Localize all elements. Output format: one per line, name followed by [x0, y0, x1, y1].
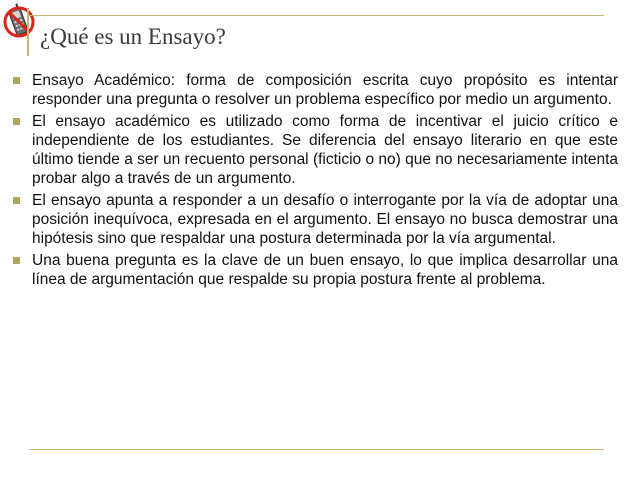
- bottom-divider: [29, 449, 604, 450]
- no-phone-logo-icon: [2, 2, 36, 44]
- bullet-item: [12, 191, 618, 248]
- bullet-item: [12, 251, 618, 289]
- bullet-list: [12, 71, 618, 292]
- square-bullet-icon: [13, 197, 20, 204]
- bullet-item: [12, 112, 618, 188]
- bullet-text: El ensayo académico es utilizado como forma de incentivar el juicio crítico e independiente de los estudiantes. Se diferencia del ensayo literario en que este último tiende a ser un recuento personal (ficticio o no) que no necesariamente intenta probar algo a través de un argumento.: [32, 113, 618, 187]
- bullet-text: Una buena pregunta es la clave de un buen ensayo, lo que implica desarrollar una línea de argumentación que respalde su propia postura frente al problema.: [32, 252, 618, 288]
- bullet-text: Ensayo Académico: forma de composición escrita cuyo propósito es intentar responder una pregunta o resolver un problema específico por medio un argumento.: [32, 72, 618, 108]
- bullet-item: [12, 71, 618, 109]
- square-bullet-icon: [13, 257, 20, 264]
- square-bullet-icon: [13, 77, 20, 84]
- square-bullet-icon: [13, 118, 20, 125]
- bullet-text: El ensayo apunta a responder a un desafío o interrogante por la vía de adoptar una posición inequívoca, expresada en el argumento. El ensayo no busca demostrar una hipótesis sino que respaldar una postura determinada por la vía argumental.: [32, 192, 618, 247]
- slide-title: ¿Qué es un Ensayo?: [40, 24, 226, 49]
- top-divider: [29, 15, 604, 16]
